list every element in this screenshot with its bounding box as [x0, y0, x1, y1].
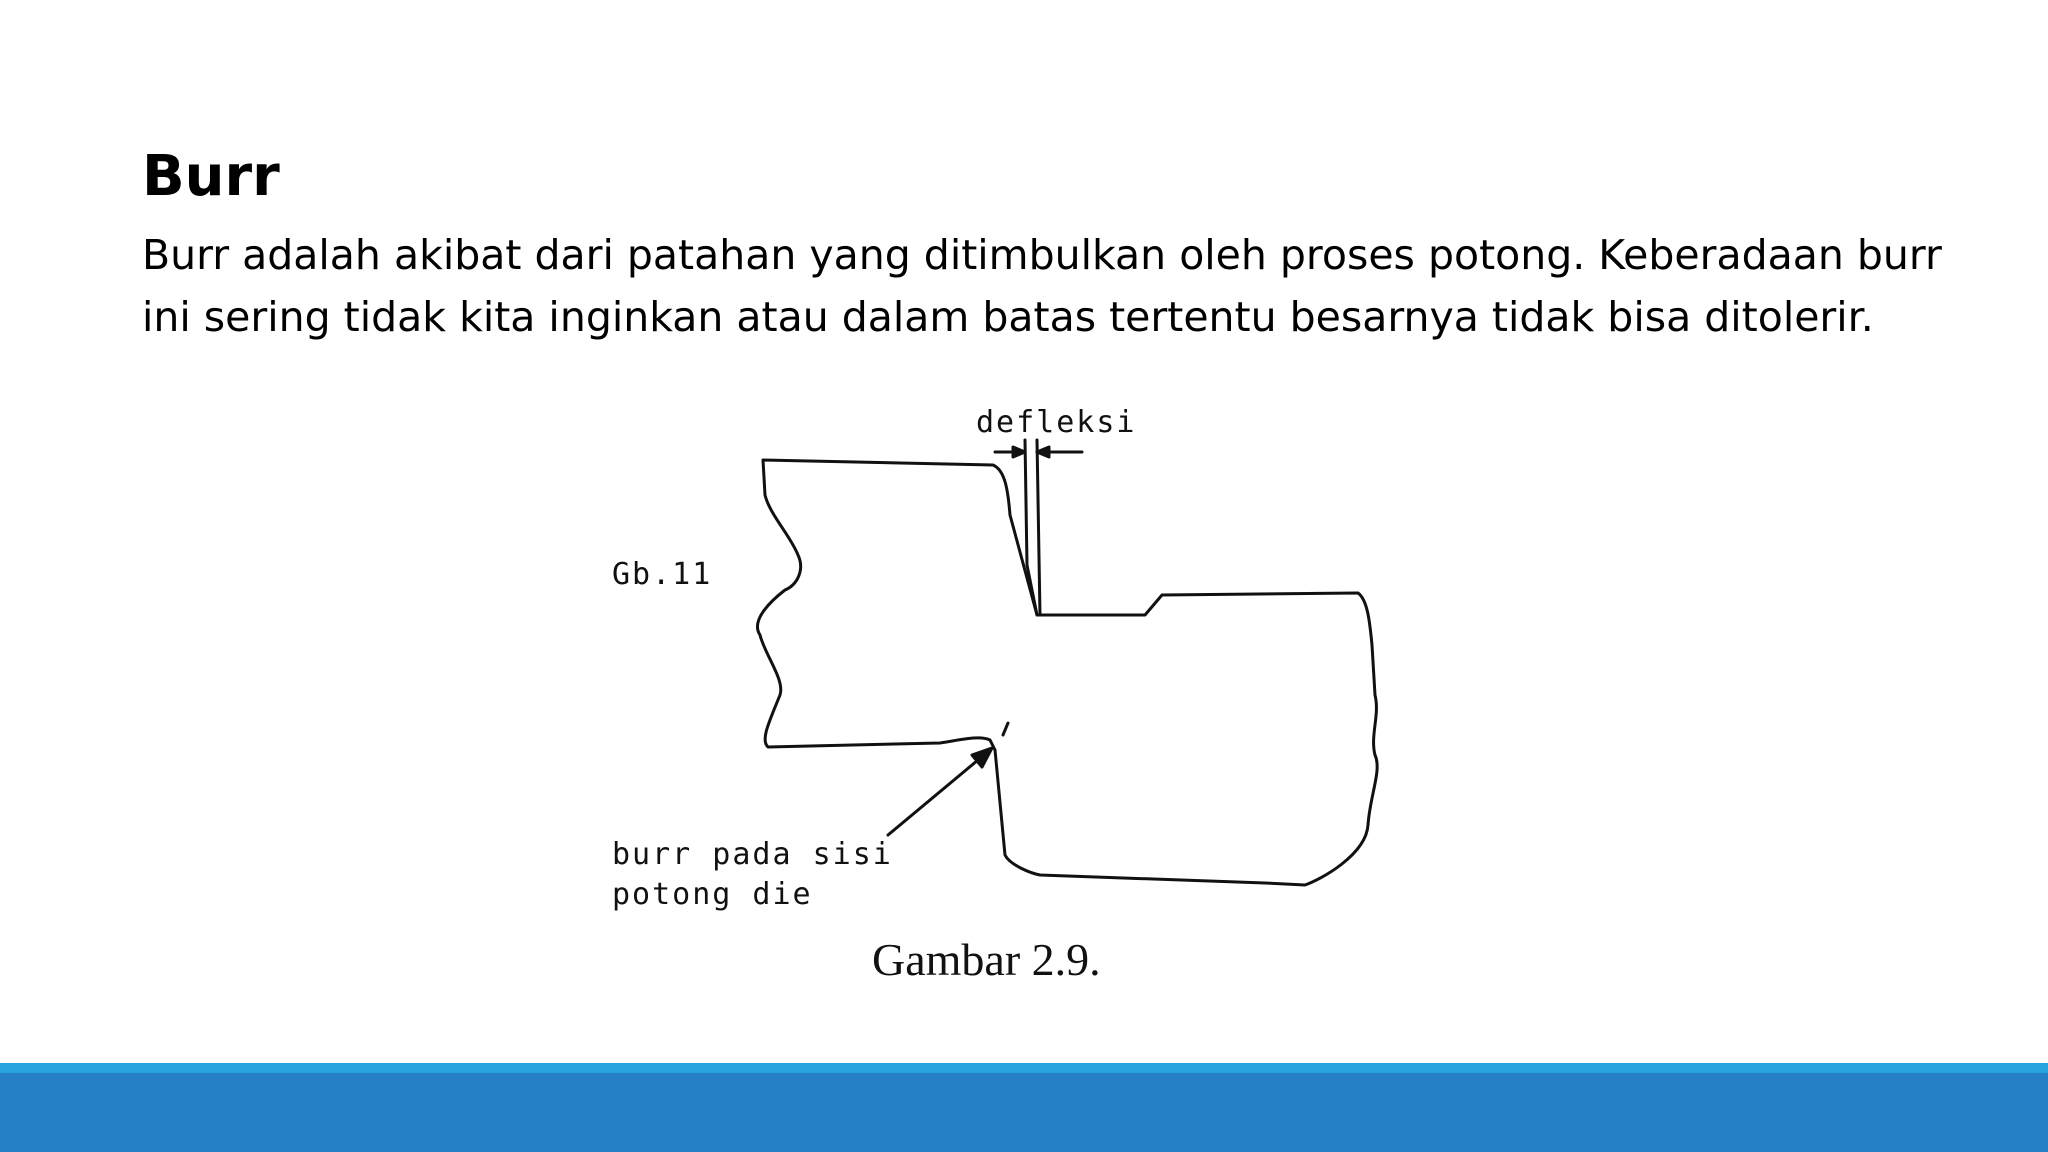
burr-label-line2: potong die: [612, 877, 813, 912]
burr-leader-line: [888, 750, 990, 835]
upper-part-outline: [757, 460, 1377, 885]
deflection-arrowhead-right: [1037, 447, 1049, 457]
figure-label-gb: Gb.11: [612, 557, 713, 592]
footer-accent-bar: [0, 1063, 2048, 1073]
footer-bar: [0, 1073, 2048, 1152]
deflection-line-left: [1025, 440, 1037, 615]
burr-label-line1: burr pada sisi: [612, 837, 893, 872]
slide-body-text: Burr adalah akibat dari patahan yang ditimbulkan oleh proses potong. Keberadaan burr ini sering tidak kita inginkan atau dalam batas tertentu besarnya tidak bisa ditolerir.: [142, 231, 1942, 341]
burr-figure: [600, 395, 1400, 1015]
figure-caption: Gambar 2.9.: [872, 934, 1101, 985]
burr-tick: [1003, 723, 1008, 735]
deflection-line-right: [1037, 440, 1040, 615]
deflection-arrowhead-left: [1013, 447, 1025, 457]
burr-drawing: [600, 395, 1400, 1015]
deflection-label: defleksi: [976, 405, 1137, 440]
slide-title: Burr: [142, 144, 280, 209]
